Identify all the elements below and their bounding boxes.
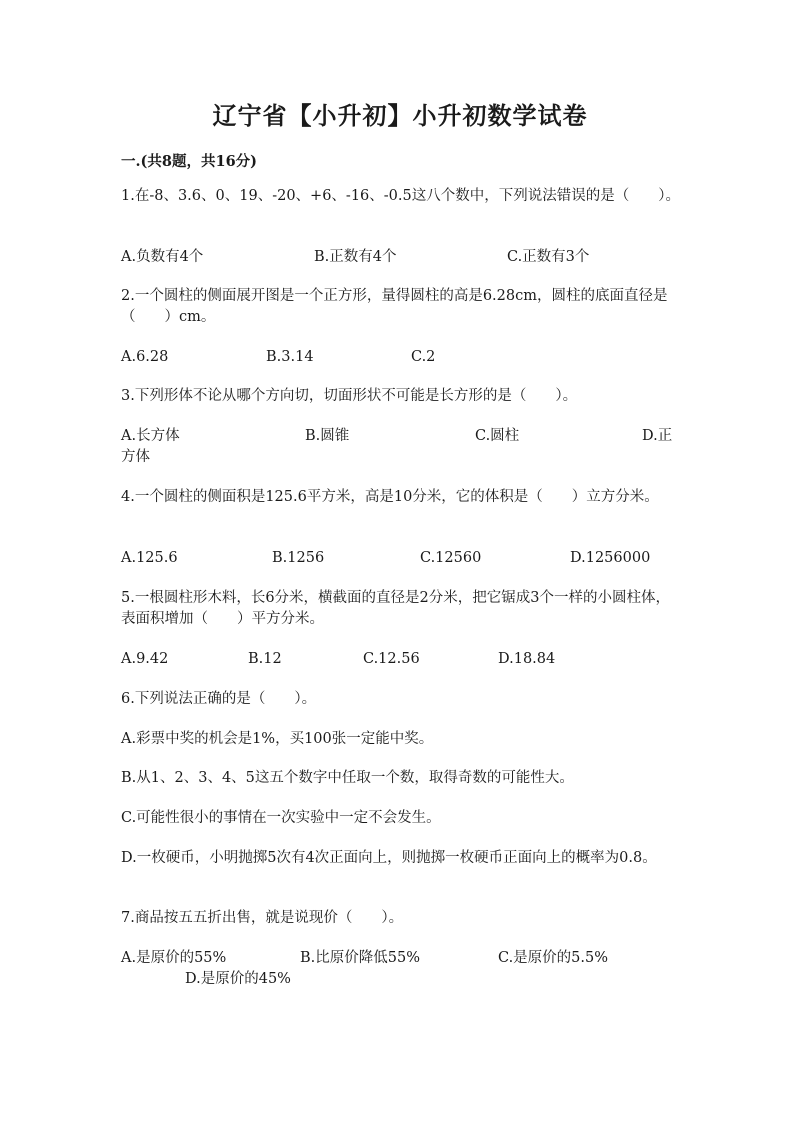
q3-option-d-wrap: 方体	[121, 449, 150, 465]
question-7: 7.商品按五五折出售，就是说现价（ ）。	[121, 910, 404, 926]
q3-option-b: B.圆锥	[305, 428, 350, 444]
q6-option-a: A.彩票中奖的机会是1%，买100张一定能中奖。	[121, 731, 434, 747]
q6-option-d: D.一枚硬币，小明抛掷5次有4次正面向上，则抛掷一枚硬币正面向上的概率为0.8。	[121, 850, 657, 866]
q7-option-a: A.是原价的55%	[121, 950, 227, 966]
question-5: 5.一根圆柱形木料，长6分米，横截面的直径是2分米，把它锯成3个一样的小圆柱体，表面积增加（ ）平方分米。	[121, 590, 671, 627]
question-6: 6.下列说法正确的是（ ）。	[121, 691, 317, 707]
q3-option-c: C.圆柱	[475, 428, 520, 444]
q5-option-a: A.9.42	[121, 651, 169, 667]
q2-option-a: A.6.28	[121, 349, 169, 365]
q4-option-c: C.12560	[420, 550, 482, 566]
q1-option-a: A.负数有4个	[121, 249, 204, 265]
q7-option-c: C.是原价的5.5%	[498, 950, 609, 966]
q2-option-c: C.2	[411, 349, 436, 365]
q3-option-d: D.正	[642, 428, 673, 444]
question-7-options	[121, 948, 681, 969]
question-5-options	[121, 649, 681, 670]
q7-option-b: B.比原价降低55%	[300, 950, 420, 966]
q5-option-c: C.12.56	[363, 651, 420, 667]
question-3-options	[121, 426, 681, 447]
q4-option-d: D.1256000	[570, 550, 651, 566]
q1-option-b: B.正数有4个	[314, 249, 397, 265]
section-heading: 一.(共8题，共16分)	[121, 153, 258, 170]
q6-option-b: B.从1、2、3、4、5这五个数字中任取一个数，取得奇数的可能性大。	[121, 770, 574, 786]
q4-option-a: A.125.6	[121, 550, 178, 566]
question-1-options	[121, 247, 681, 268]
question-4: 4.一个圆柱的侧面积是125.6平方米，高是10分米，它的体积是（ ）立方分米。	[121, 489, 659, 505]
q2-option-b: B.3.14	[266, 349, 314, 365]
q3-option-a: A.长方体	[121, 428, 180, 444]
q5-option-b: B.12	[248, 651, 282, 667]
question-1: 1.在-8、3.6、0、19、-20、+6、-16、-0.5这八个数中，下列说法错误的是（ ）。	[121, 188, 680, 204]
q1-option-c: C.正数有3个	[507, 249, 590, 265]
q5-option-d: D.18.84	[498, 651, 556, 667]
q4-option-b: B.1256	[272, 550, 325, 566]
q6-option-c: C.可能性很小的事情在一次实验中一定不会发生。	[121, 810, 441, 826]
page-title: 辽宁省【小升初】小升初数学试卷	[212, 101, 588, 130]
question-2: 2.一个圆柱的侧面展开图是一个正方形，量得圆柱的高是6.28cm，圆柱的底面直径是（ ）cm。	[121, 288, 668, 325]
question-3: 3.下列形体不论从哪个方向切，切面形状不可能是长方形的是（ ）。	[121, 388, 578, 404]
question-2-options	[121, 347, 681, 368]
q7-option-d: D.是原价的45%	[185, 971, 291, 987]
question-4-options	[121, 548, 681, 569]
